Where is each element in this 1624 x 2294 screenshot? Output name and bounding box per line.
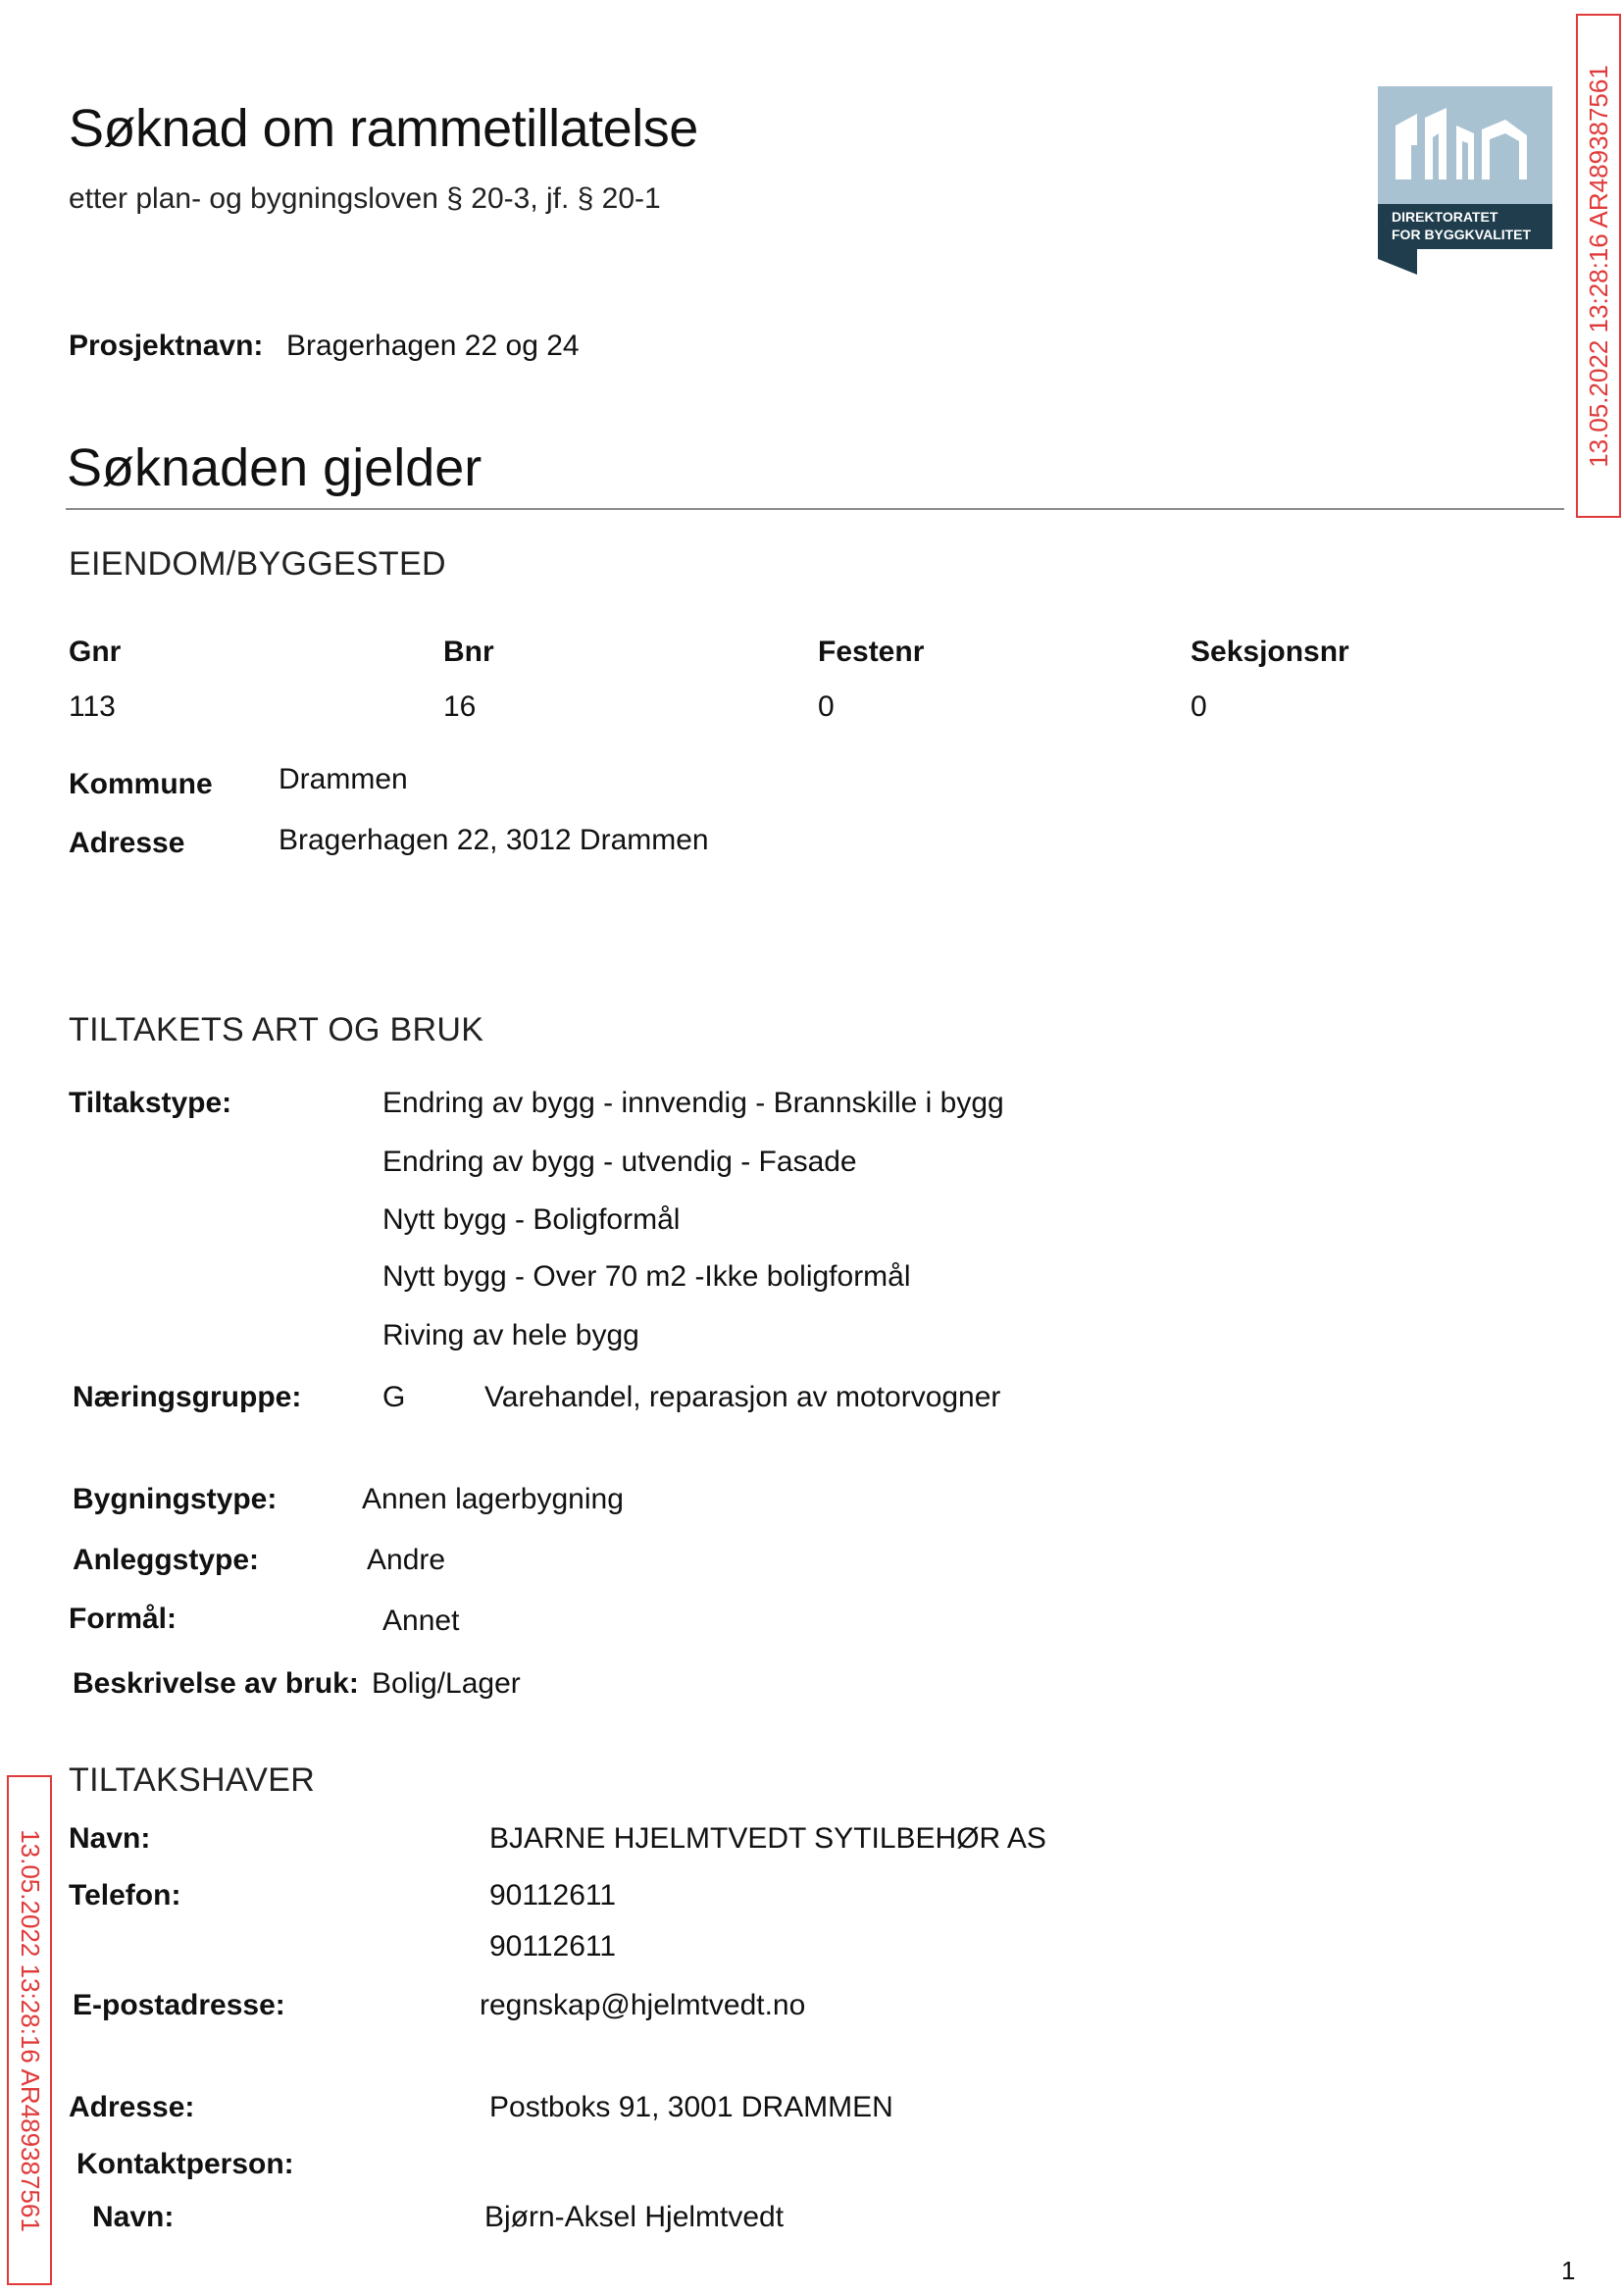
kommune-value: Drammen: [279, 763, 408, 795]
bygningstype-value: Annen lagerbygning: [362, 1483, 624, 1515]
adresse-value: Bragerhagen 22, 3012 Drammen: [279, 824, 709, 856]
dibk-logo-icon: [1378, 86, 1552, 275]
anleggstype-value: Andre: [367, 1544, 446, 1576]
kontakt-navn-label: Navn:: [92, 2201, 175, 2233]
bygningstype-label: Bygningstype:: [73, 1483, 278, 1515]
logo-line2: FOR BYGGKVALITET: [1392, 227, 1532, 242]
document-title: Søknad om rammetillatelse: [69, 99, 698, 158]
tiltakstype-item: Endring av bygg - utvendig - Fasade: [382, 1146, 857, 1178]
page-number: 1: [1561, 2256, 1576, 2285]
beskrivelse-value: Bolig/Lager: [372, 1667, 521, 1700]
kontakt-navn-value: Bjørn-Aksel Hjelmtvedt: [484, 2201, 785, 2233]
tiltakshaver-adresse-label: Adresse:: [69, 2091, 195, 2123]
kontaktperson-label: Kontaktperson:: [76, 2148, 294, 2180]
tiltakstype-item: Nytt bygg - Over 70 m2 -Ikke boligformål: [382, 1260, 911, 1293]
tiltakstype-item: Riving av hele bygg: [382, 1319, 639, 1351]
naeringsgruppe-label: Næringsgruppe:: [73, 1381, 302, 1413]
tiltakstype-item: Endring av bygg - innvendig - Brannskille i bygg: [382, 1087, 1004, 1119]
archive-stamp-bottom: [7, 1775, 52, 2285]
eiendom-heading: EIENDOM/BYGGESTED: [69, 545, 446, 583]
epost-value: regnskap@hjelmtvedt.no: [480, 1989, 806, 2021]
tiltak-heading: TILTAKETS ART OG BRUK: [69, 1011, 484, 1048]
stamp-text: 13.05.2022 13:28:16 AR489387561: [1583, 64, 1613, 468]
seksjonsnr-label: Seksjonsnr: [1191, 636, 1349, 668]
project-label: Prosjektnavn:: [69, 330, 264, 362]
festenr-value: 0: [818, 690, 835, 723]
stamp-text: 13.05.2022 13:28:16 AR489387561: [15, 1828, 45, 2232]
gnr-value: 113: [69, 690, 116, 723]
naeringsgruppe-text: Varehandel, reparasjon av motorvogner: [484, 1381, 1001, 1413]
tiltakstype-label: Tiltakstype:: [69, 1087, 232, 1119]
bnr-value: 16: [443, 690, 477, 723]
document-subtitle: etter plan- og bygningsloven § 20-3, jf. § 20-1: [69, 182, 661, 215]
adresse-label: Adresse: [69, 827, 185, 859]
formal-label: Formål:: [69, 1603, 178, 1635]
formal-value: Annet: [382, 1605, 460, 1637]
kommune-label: Kommune: [69, 768, 213, 800]
archive-stamp-top: [1576, 14, 1621, 518]
telefon-value: 90112611: [489, 1879, 617, 1912]
seksjonsnr-value: 0: [1191, 690, 1207, 723]
section-divider: [66, 508, 1564, 510]
bnr-label: Bnr: [443, 636, 494, 668]
project-value: Bragerhagen 22 og 24: [286, 330, 580, 362]
tiltakstype-item: Nytt bygg - Boligformål: [382, 1203, 681, 1236]
tiltakshaver-navn-label: Navn:: [69, 1822, 151, 1855]
section-title: Søknaden gjelder: [67, 438, 482, 497]
tiltakshaver-navn-value: BJARNE HJELMTVEDT SYTILBEHØR AS: [489, 1822, 1046, 1855]
beskrivelse-label: Beskrivelse av bruk:: [73, 1667, 359, 1700]
epost-label: E-postadresse:: [73, 1989, 285, 2021]
tiltakshaver-adresse-value: Postboks 91, 3001 DRAMMEN: [489, 2091, 893, 2123]
festenr-label: Festenr: [818, 636, 925, 668]
tiltakshaver-heading: TILTAKSHAVER: [69, 1761, 316, 1799]
telefon-label: Telefon:: [69, 1879, 181, 1912]
anleggstype-label: Anleggstype:: [73, 1544, 260, 1576]
dibk-logo: [1378, 86, 1552, 275]
naeringsgruppe-code: G: [382, 1381, 406, 1413]
telefon-value-2: 90112611: [489, 1930, 617, 1963]
gnr-label: Gnr: [69, 636, 122, 668]
logo-line1: DIREKTORATET: [1392, 209, 1498, 225]
